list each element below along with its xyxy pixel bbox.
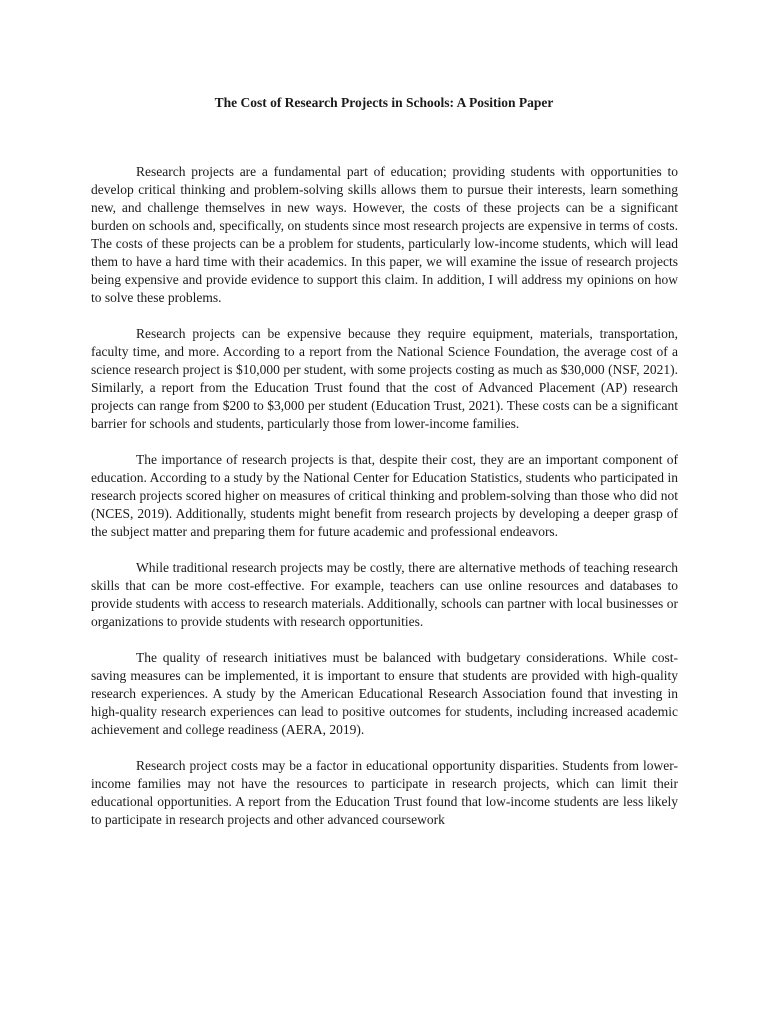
paragraph-4: While traditional research projects may be costly, there are alternative methods of teaching research skills that can be more cost-effective. For example, teachers can use online resources and databases to provide students with access to research materials. Additionally, schools can partner with local businesses or organizations to provide students with research opportunities. xyxy=(91,560,678,629)
paragraph-5: The quality of research initiatives must be balanced with budgetary considerations. While cost-saving measures can be implemented, it is important to ensure that students are provided with high-quality research experiences. A study by the American Educational Research Association found that investing in high-quality research experiences can lead to positive outcomes for students, including increased academic achievement and college readiness (AERA, 2019). xyxy=(91,650,678,737)
paragraph-2: Research projects can be expensive because they require equipment, materials, transportation, faculty time, and more. According to a report from the National Science Foundation, the average cost of a science research project is $10,000 per student, with some projects costing as much as $30,000 (NSF, 2021). Similarly, a report from the Education Trust found that the cost of Advanced Placement (AP) research projects can range from $200 to $3,000 per student (Education Trust, 2021). These costs can be a significant barrier for schools and students, particularly those from lower-income families. xyxy=(91,326,678,431)
document-title: The Cost of Research Projects in Schools: A Position Paper xyxy=(214,95,554,110)
paragraph-3: The importance of research projects is that, despite their cost, they are an important component of education. According to a study by the National Center for Education Statistics, students who participated in research projects scored higher on measures of critical thinking and problem-solving than those who did not (NCES, 2019). Additionally, students might benefit from research projects by developing a deeper grasp of the subject matter and preparing them for future academic and professional endeavors. xyxy=(91,452,678,539)
document-body xyxy=(91,163,678,847)
paragraph-1: Research projects are a fundamental part of education; providing students with opportunities to develop critical thinking and problem-solving skills allows them to pursue their interests, learn something new, and challenge themselves in new ways. However, the costs of these projects can be a significant burden on schools and, specifically, on students since most research projects are expensive in terms of costs. The costs of these projects can be a problem for students, particularly low-income students, which will lead them to have a hard time with their academics. In this paper, we will examine the issue of research projects being expensive and provide evidence to support this claim. In addition, I will address my opinions on how to solve these problems. xyxy=(91,164,678,305)
paragraph-6: Research project costs may be a factor in educational opportunity disparities. Students from lower-income families may not have the resources to participate in research projects, which can limit their educational opportunities. A report from the Education Trust found that low-income students are less likely to participate in research projects and other advanced coursework xyxy=(91,758,678,827)
